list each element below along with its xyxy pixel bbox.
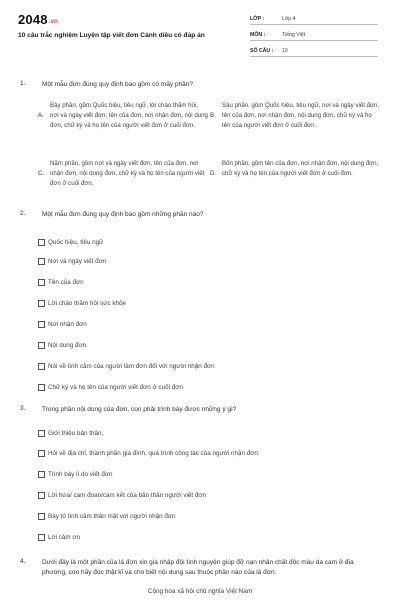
choice-text: Nội dung đơn	[48, 342, 87, 349]
choice-text: Chữ ký và họ tên của người viết đơn ở cuối đơn	[48, 384, 183, 391]
question-1-options	[20, 101, 380, 201]
choice-text: Quốc hiệu, tiêu ngữ	[48, 238, 104, 246]
site-logo[interactable]	[18, 12, 58, 27]
question-text: Một mẫu đơn đúng quy định bao gồm có mấy phần?	[42, 81, 193, 88]
checkbox-icon[interactable]	[38, 279, 45, 286]
choice-text: Nơi nhận đơn	[48, 321, 87, 328]
checkbox-icon[interactable]	[38, 430, 45, 437]
checkbox-icon[interactable]	[38, 342, 45, 349]
logo-text: 2048	[18, 12, 48, 27]
meta-value: Lớp 4	[282, 15, 296, 22]
option-letter: B.	[210, 112, 216, 119]
document-title: 10 câu trắc nghiệm Luyện tập viết đơn Cánh diều có đáp án	[18, 32, 205, 39]
choice-item[interactable]	[38, 233, 378, 251]
choice-item[interactable]	[38, 335, 378, 356]
meta-key: SỐ CÂU :	[250, 47, 274, 54]
option-c[interactable]	[38, 159, 208, 189]
choice-text: Lời hứa/ cam đoan/cam kết của bản thân người viết đơn	[48, 492, 207, 499]
question-number: 4.	[20, 558, 26, 565]
option-letter: C.	[38, 170, 45, 177]
choice-item[interactable]	[38, 377, 378, 398]
checkbox-icon[interactable]	[38, 471, 45, 478]
choice-text: Giới thiệu bản thân.	[48, 430, 104, 437]
checkbox-icon[interactable]	[38, 239, 45, 246]
question-number: 2.	[20, 210, 26, 217]
meta-key: MÔN :	[250, 31, 266, 38]
choice-text: Nói về tình cảm của người làm đơn đối với người nhận đơn	[48, 363, 215, 370]
question-3	[20, 405, 380, 415]
checkbox-icon[interactable]	[38, 513, 45, 520]
question-2	[20, 210, 380, 220]
question-2-choices	[38, 233, 378, 398]
choice-item[interactable]	[38, 272, 378, 293]
checkbox-icon[interactable]	[38, 384, 45, 391]
option-text: Bảy phần, gồm Quốc hiệu, tiêu ngữ, lời chào thăm hỏi, nơi và ngày viết đơn, tên của đơn, nơi nhận đơn, nội dung đơn, chữ ký và họ tên của người viết đơn ở cuối đơn.	[50, 102, 208, 129]
meta-key: LỚP :	[250, 15, 265, 22]
document-line: Cộng hòa xã hội chủ nghĩa Việt Nam	[147, 588, 253, 595]
choice-item[interactable]	[38, 464, 378, 485]
meta-value: 10	[282, 47, 288, 54]
choice-text: Nơi và ngày viết đơn	[48, 258, 107, 265]
option-b[interactable]	[210, 101, 380, 131]
choice-item[interactable]	[38, 293, 378, 314]
checkbox-icon[interactable]	[38, 363, 45, 370]
choice-item[interactable]	[38, 356, 378, 377]
choice-text: Tên của đơn	[48, 279, 84, 286]
choice-text: Trình bày lí do viết đơn	[48, 471, 113, 478]
checkbox-icon[interactable]	[38, 534, 45, 541]
choice-item[interactable]	[38, 443, 378, 464]
question-text: Trong phần nội dung của đơn, con phải trình bày được những ý gì?	[42, 406, 237, 413]
option-text: Sáu phần, gồm Quốc hiệu, tiêu ngữ, nơi và ngày viết đơn, tên của đơn, nơi nhận đơn, nội dung đơn, chữ ký và họ tên của người viết đơn ở cuối đơn.	[222, 102, 380, 129]
choice-text: Lời cảm ơn	[48, 534, 81, 541]
checkbox-icon[interactable]	[38, 258, 45, 265]
checkbox-icon[interactable]	[38, 492, 45, 499]
checkbox-icon[interactable]	[38, 300, 45, 307]
choice-item[interactable]	[38, 251, 378, 272]
question-3-choices	[38, 424, 378, 548]
choice-text: Hỏi về địa chỉ, thành phần gia đình, quá trình công tác của người nhận đơn.	[48, 450, 260, 457]
option-a[interactable]	[38, 101, 208, 131]
choice-item[interactable]	[38, 485, 378, 506]
option-text: Bốn phần, gồm tên của đơn, nơi nhận đơn, nội dung đơn, chữ ký và họ tên của người viết đơn ở cuối đơn.	[222, 160, 379, 177]
logo-suffix: .vn	[48, 19, 59, 25]
question-4	[20, 558, 380, 578]
choice-text: Lời chào thăm hỏi sức khỏe	[48, 300, 127, 307]
question-1	[20, 80, 380, 90]
option-d[interactable]	[210, 159, 380, 179]
meta-value: Tiếng Việt	[282, 31, 306, 38]
question-text: Dưới đây là một phần của lá đơn xin gia nhập đội tình nguyện giúp đỡ nạn nhân chất độc màu da cam ở địa phương, con hãy đọc thật kĩ và cho biết nội dung sau thuộc phần nào của lá đơn:	[42, 559, 354, 576]
choice-item[interactable]	[38, 506, 378, 527]
question-number: 1.	[20, 80, 26, 87]
document-meta	[250, 13, 378, 61]
option-letter: A.	[38, 112, 44, 119]
document-header	[0, 0, 400, 60]
choice-item[interactable]	[38, 424, 378, 443]
meta-row-count	[250, 45, 378, 57]
option-letter: D.	[210, 170, 217, 177]
checkbox-icon[interactable]	[38, 321, 45, 328]
checkbox-icon[interactable]	[38, 450, 45, 457]
question-text: Một mẫu đơn đúng quy định bao gồm những phần nào?	[42, 211, 204, 218]
option-text: Năm phần, gồm nơi và ngày viết đơn, tên của đơn, nơi nhận đơn, nội dung đơn, chữ ký và họ tên của người viết đơn ở cuối đơn.	[50, 160, 205, 187]
choice-text: Bày tỏ tình cảm thân mật với người nhận đơn	[48, 513, 176, 520]
choice-item[interactable]	[38, 527, 378, 548]
meta-row-grade	[250, 13, 378, 25]
meta-row-subject	[250, 29, 378, 41]
choice-item[interactable]	[38, 314, 378, 335]
question-number: 3.	[20, 405, 26, 412]
